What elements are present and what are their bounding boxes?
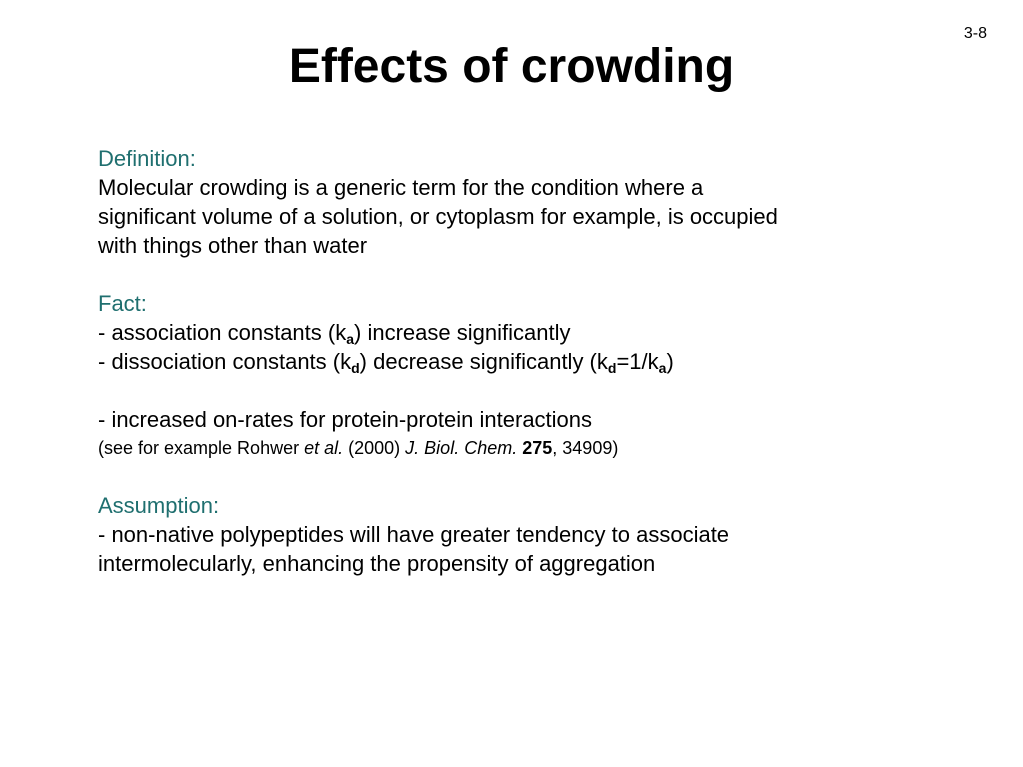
subscript: a — [658, 360, 667, 376]
citation — [98, 434, 918, 462]
spacer — [98, 376, 918, 405]
subscript: a — [346, 331, 355, 347]
fact-onrates-line: - increased on-rates for protein-protein interactions — [98, 407, 593, 432]
citation-year: (2000) — [343, 438, 406, 458]
assumption-line: - non-native polypeptides will have greater tendency to associate — [98, 522, 730, 547]
citation-pages: , 34909) — [552, 438, 619, 458]
fact-text: ) — [666, 349, 674, 374]
citation-volume: 275 — [522, 438, 553, 458]
fact-association-line — [98, 318, 918, 347]
definition-line: Molecular crowding is a generic term for the condition where a — [98, 175, 704, 200]
citation-prefix: (see for example Rohwer — [98, 438, 305, 458]
definition-heading: Definition: — [98, 146, 196, 171]
assumption-heading: Assumption: — [98, 493, 220, 518]
assumption-line: intermolecularly, enhancing the propensity of aggregation — [98, 551, 656, 576]
definition-line: with things other than water — [98, 233, 368, 258]
subscript: d — [607, 360, 617, 376]
fact-text: - association constants (k — [98, 320, 347, 345]
slide-body — [98, 144, 918, 578]
slide-title: Effects of crowding — [288, 40, 735, 93]
fact-text: - dissociation constants (k — [98, 349, 352, 374]
spacer — [98, 260, 918, 289]
citation-etal: et al. — [304, 438, 344, 458]
definition-line: significant volume of a solution, or cytoplasm for example, is occupied — [98, 204, 778, 229]
fact-text: ) increase significantly — [354, 320, 571, 345]
slide-number: 3-8 — [963, 25, 987, 42]
fact-dissociation-line — [98, 347, 918, 376]
spacer — [98, 462, 918, 491]
citation-journal: J. Biol. Chem. — [405, 438, 518, 458]
subscript: d — [351, 360, 360, 376]
fact-text: ) decrease significantly (k — [359, 349, 608, 374]
fact-heading: Fact: — [98, 291, 147, 316]
fact-text: =1/k — [616, 349, 659, 374]
